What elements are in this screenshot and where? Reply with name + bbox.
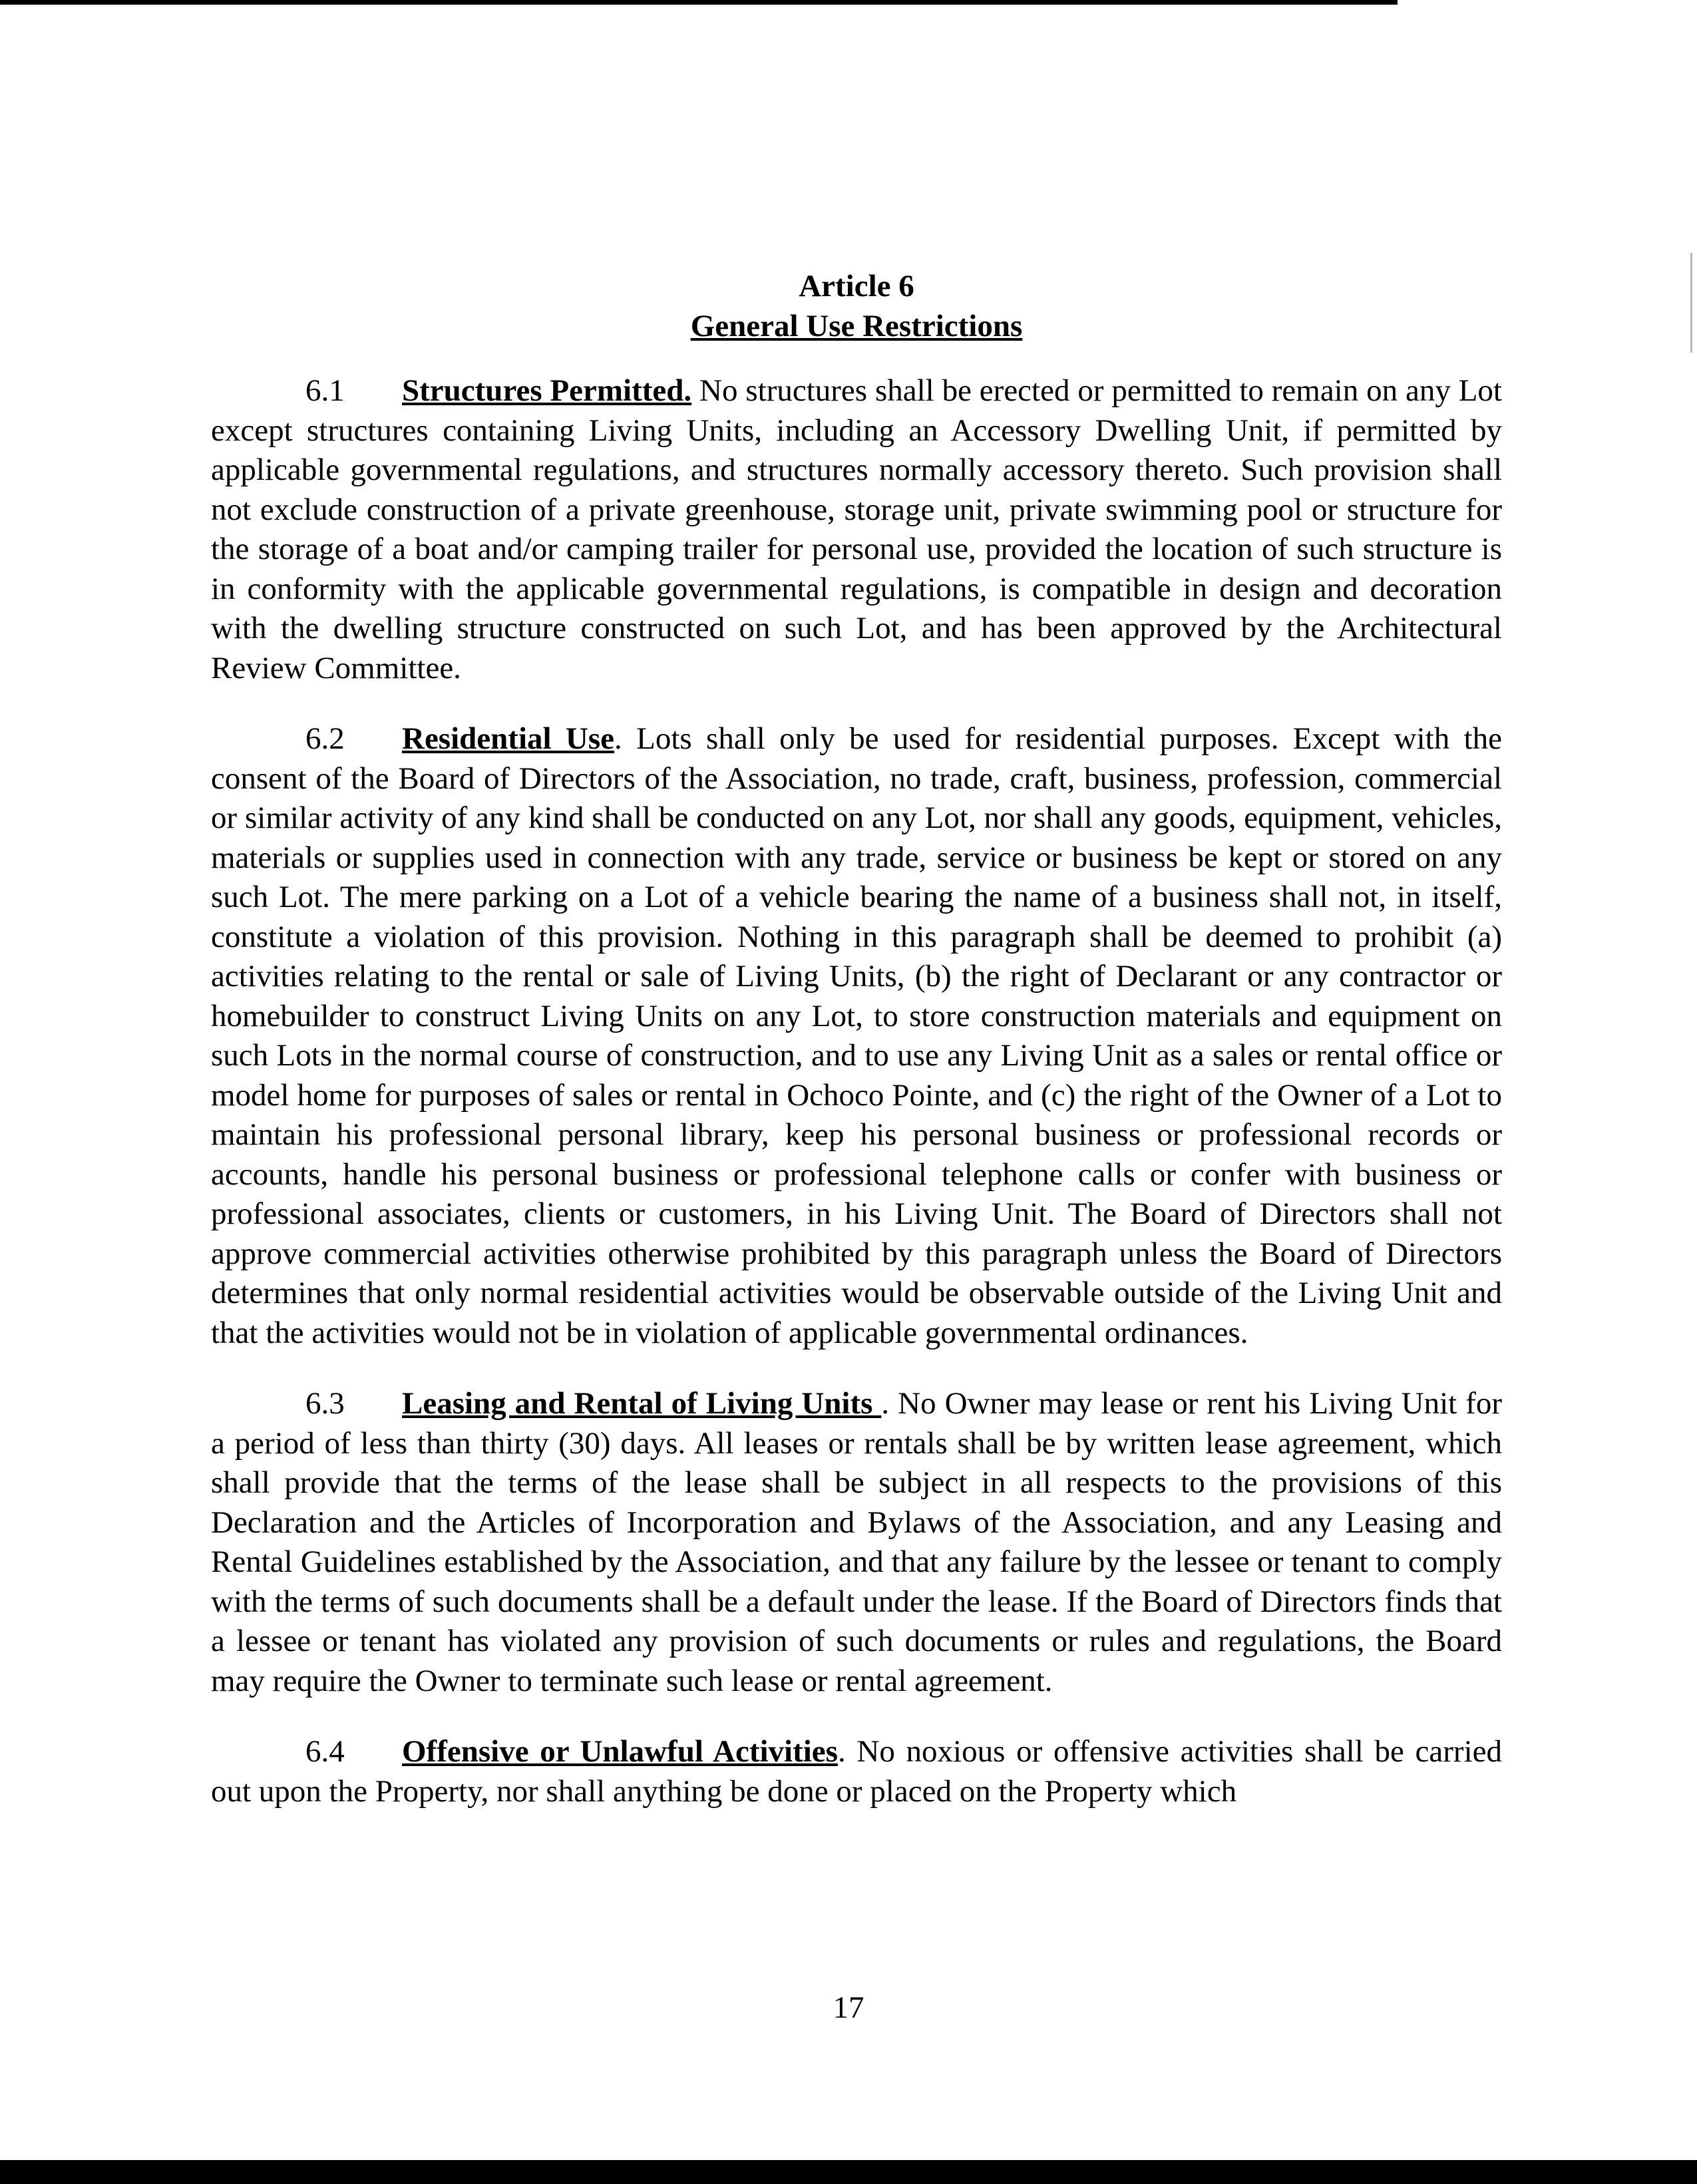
article-heading: [211, 266, 1502, 346]
section-body: . Lots shall only be used for residential purposes. Except with the consent of the Board of Directors of the Association, no trade, craft, business, profession, commercial or similar activity of any kind shall be conducted on any Lot, nor shall any goods, equipment, vehicles, materials or supplies used in connection with any trade, service or business be kept or stored on any such Lot. The mere parking on a Lot of a vehicle bearing the name of a business shall not, in itself, constitute a violation of this provision. Nothing in this paragraph shall be deemed to prohibit (a) activities relating to the rental or sale of Living Units, (b) the right of Declarant or any contractor or homebuilder to construct Living Units on any Lot, to store construction materials and equipment on such Lots in the normal course of construction, and to use any Living Unit as a sales or rental office or model home for purposes of sales or rental in Ochoco Pointe, and (c) the right of the Owner of a Lot to maintain his professional personal library, keep his personal business or professional records or accounts, handle his personal business or professional telephone calls or confer with business or professional associates, clients or customers, in his Living Unit. The Board of Directors shall not approve commercial activities otherwise prohibited by this paragraph unless the Board of Directors determines that only normal residential activities would be observable outside of the Living Unit and that the activities would not be in violation of applicable governmental ordinances.: [211, 721, 1502, 1350]
section-number: 6.2: [305, 721, 345, 756]
section-6-3: [211, 1384, 1502, 1701]
document-page: [211, 266, 1502, 1843]
article-number: Article 6: [799, 269, 914, 303]
scan-bottom-edge: [0, 2160, 1697, 2184]
section-body: . No noxious or offensive activities shall be carried out upon the Property, nor shall anything be done or placed on the Property which: [211, 1734, 1502, 1809]
section-body: No structures shall be erected or permitted to remain on any Lot except structures containing Living Units, including an Accessory Dwelling Unit, if permitted by applicable governmental regulations, and structures normally accessory thereto. Such provision shall not exclude construction of a private greenhouse, storage unit, private swimming pool or structure for the storage of a boat and/or camping trailer for personal use, provided the location of such structure is in conformity with the applicable governmental regulations, is compatible in design and decoration with the dwelling structure constructed on such Lot, and has been approved by the Architectural Review Committee.: [211, 373, 1502, 685]
scan-edge-mark: [1690, 253, 1692, 353]
section-number: 6.4: [305, 1734, 345, 1769]
section-title: Leasing and Rental of Living Units: [402, 1386, 882, 1421]
section-title: Residential Use: [402, 721, 615, 756]
section-title: Offensive or Unlawful Activities: [402, 1734, 838, 1769]
section-6-4: [211, 1732, 1502, 1811]
section-number: 6.1: [305, 373, 345, 408]
page-number: 17: [833, 1990, 864, 2025]
article-title: General Use Restrictions: [690, 309, 1023, 343]
section-6-2: [211, 719, 1502, 1353]
section-title: Structures Permitted.: [402, 373, 692, 408]
section-6-1: [211, 371, 1502, 688]
section-number: 6.3: [305, 1386, 345, 1421]
scan-top-edge: [0, 0, 1398, 5]
section-body: . No Owner may lease or rent his Living Unit for a period of less than thirty (30) days. All leases or rentals shall be by written lease agreement, which shall provide that the terms of the lease shall be subject in all respects to the provisions of this Declaration and the Articles of Incorporation and Bylaws of the Association, and any Leasing and Rental Guidelines established by the Association, and that any failure by the lessee or tenant to comply with the terms of such documents shall be a default under the lease. If the Board of Directors finds that a lessee or tenant has violated any provision of such documents or rules and regulations, the Board may require the Owner to terminate such lease or rental agreement.: [211, 1386, 1502, 1698]
